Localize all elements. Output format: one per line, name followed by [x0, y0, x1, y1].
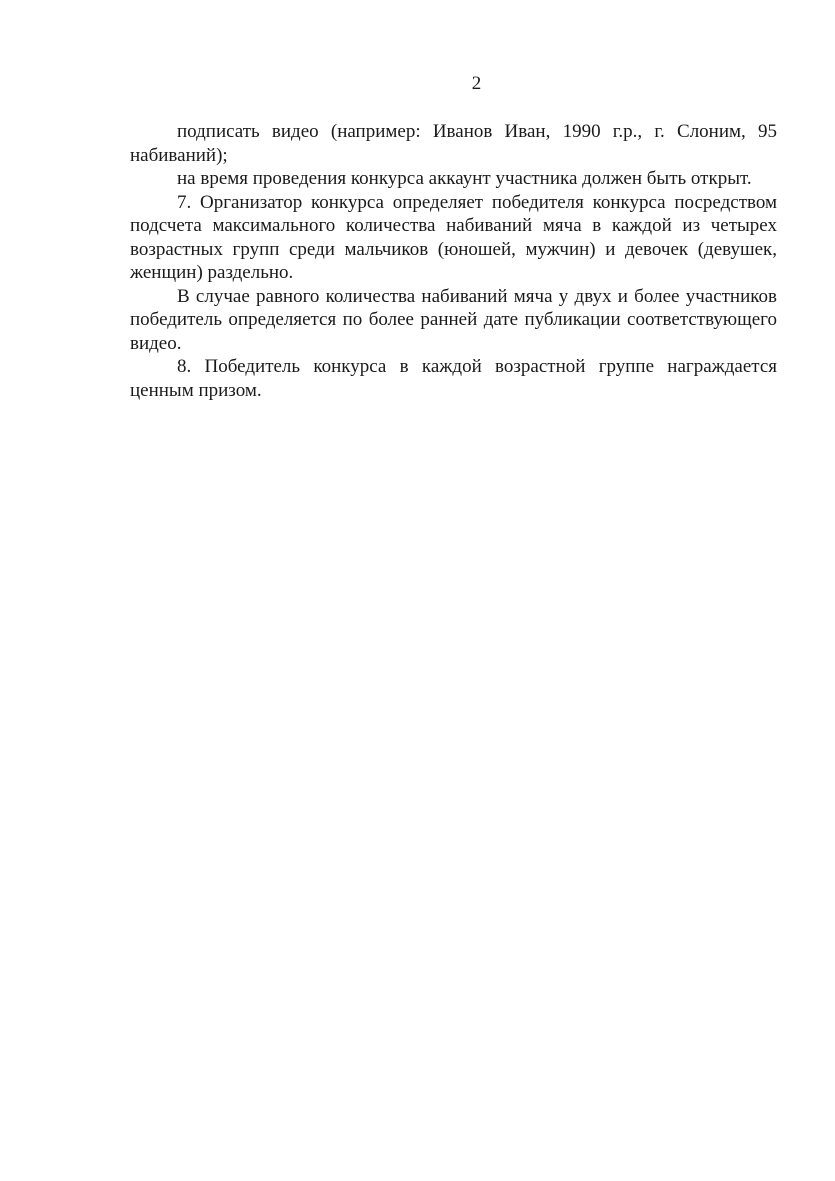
paragraph-video-caption: подписать видео (например: Иванов Иван, 1990 г.р., г. Слоним, 95 набиваний);: [130, 121, 777, 166]
paragraph-item-7: 7. Организатор конкурса определяет победителя конкурса посредством подсчета максимального количества набиваний мяча в каждой из четырех возрастных групп среди мальчиков (юношей, мужчин) и девочек (девушек, женщин) раздельно.: [130, 191, 777, 283]
page-number: 2: [471, 73, 482, 94]
paragraph-tie-rule: В случае равного количества набиваний мяча у двух и более участников победитель определяется по более ранней дате публикации соответствующего видео.: [130, 285, 777, 354]
document-body: [130, 120, 777, 402]
paragraph-item-8: 8. Победитель конкурса в каждой возрастной группе награждается ценным призом.: [130, 356, 777, 401]
paragraph-account-open: на время проведения конкурса аккаунт участника должен быть открыт.: [177, 168, 752, 189]
